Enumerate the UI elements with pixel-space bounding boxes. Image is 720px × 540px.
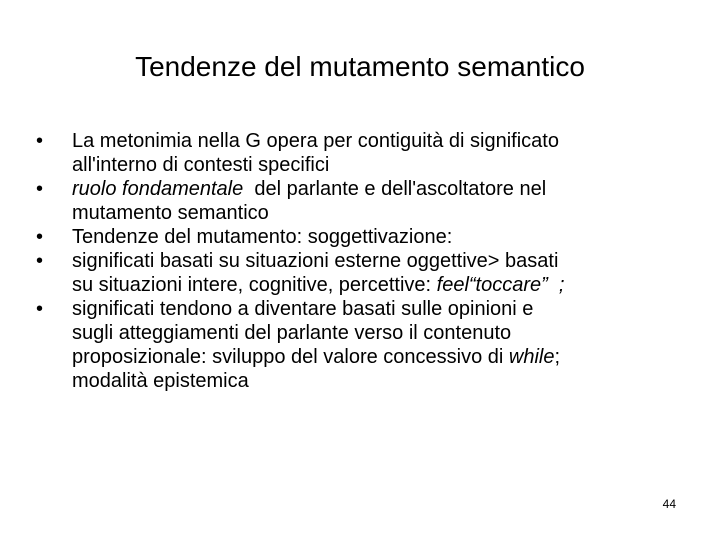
bullet-5-punctuation: ; (554, 346, 561, 368)
bullet-2-line-2: mutamento semantico (72, 202, 269, 224)
bullet-item-3 (36, 225, 676, 249)
bullet-1-line-1: La metonimia nella G opera per contiguità di significato (72, 130, 559, 152)
page-number: 44 (662, 497, 676, 511)
bullet-5-text: proposizionale: sviluppo del valore concessivo di (72, 346, 509, 368)
bullet-marker: • (36, 130, 44, 152)
slide-title: Tendenze del mutamento semantico (135, 51, 585, 82)
bullet-4-italic-text: feel“toccare” ; (436, 274, 565, 296)
bullet-item-5 (36, 297, 676, 393)
bullet-item-4 (36, 249, 676, 297)
bullet-4-line-2 (72, 273, 676, 297)
bullet-5-line-1: significati tendono a diventare basati sulle opinioni e (72, 298, 534, 320)
bullet-5-line-2: sugli atteggiamenti del parlante verso il contenuto (72, 322, 512, 344)
bullet-list (36, 129, 676, 393)
bullet-marker: • (36, 298, 44, 320)
bullet-1-line-2: all'interno di contesti specifici (72, 154, 330, 176)
bullet-2-line-1 (72, 177, 676, 201)
bullet-marker: • (36, 250, 44, 272)
bullet-5-line-4: modalità epistemica (72, 370, 249, 392)
bullet-marker: • (36, 178, 44, 200)
bullet-4-text: su situazioni intere, cognitive, percettive: (72, 274, 437, 296)
bullet-3-line-1: Tendenze del mutamento: soggettivazione: (72, 226, 453, 248)
bullet-item-2 (36, 177, 676, 225)
bullet-5-line-3 (72, 345, 676, 369)
bullet-2-italic-text: ruolo fondamentale (72, 178, 244, 200)
bullet-item-1 (36, 129, 676, 177)
bullet-marker: • (36, 226, 44, 248)
bullet-4-line-1: significati basati su situazioni esterne oggettive> basati (72, 250, 559, 272)
bullet-5-italic-text: while (508, 346, 555, 368)
bullet-2-text: del parlante e dell'ascoltatore nel (243, 178, 547, 200)
